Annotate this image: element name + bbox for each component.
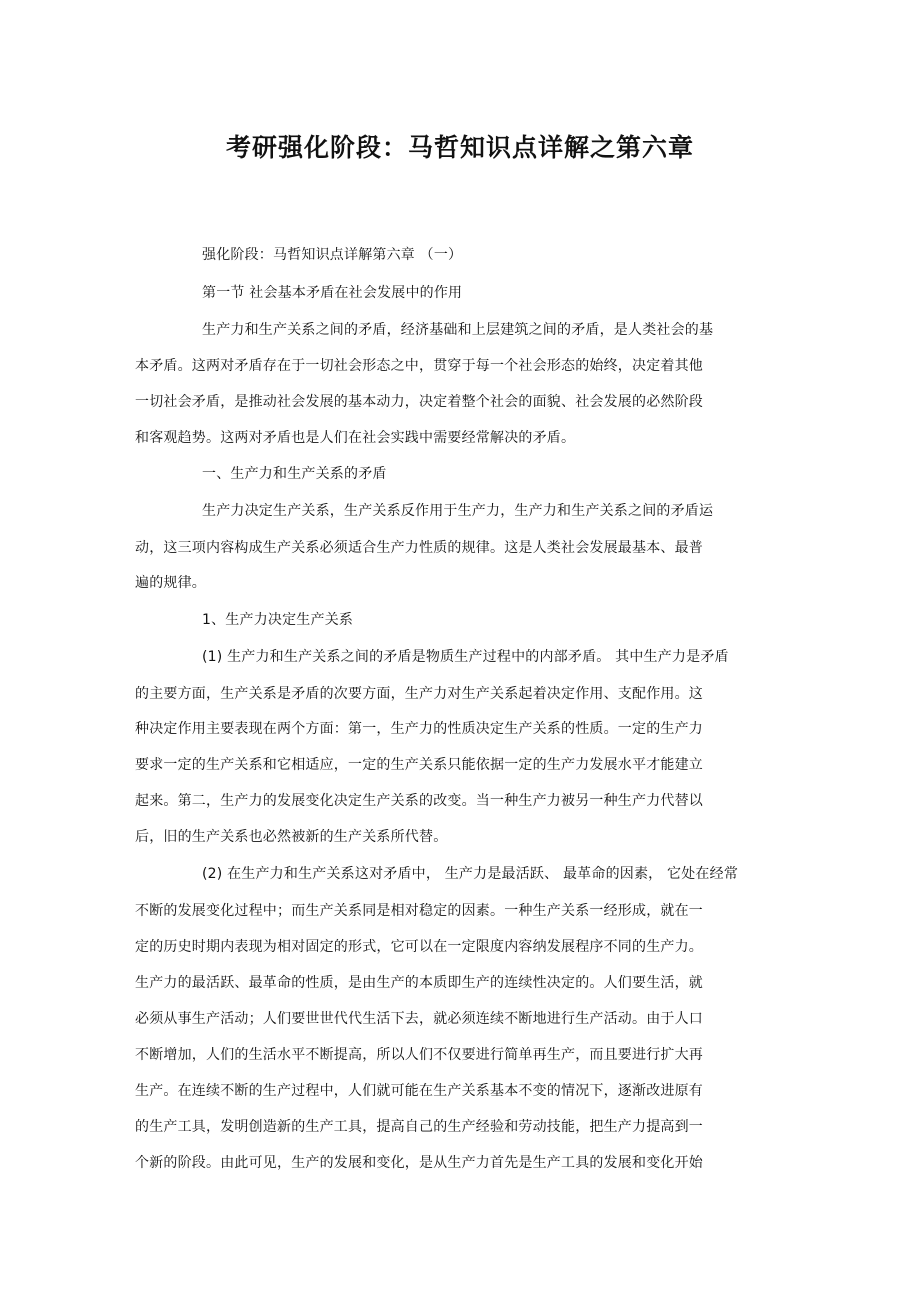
paragraph-line: 不断增加，人们的生活水平不断提高，所以人们不仅要进行简单再生产，而且要进行扩大再 — [135, 1047, 703, 1063]
paragraph-line: 的生产工具，发明创造新的生产工具，提高自己的生产经验和劳动技能，把生产力提高到一 — [135, 1119, 703, 1135]
paragraph-line: 个新的阶段。由此可见，生产的发展和变化，是从生产力首先是生产工具的发展和变化开始 — [135, 1155, 703, 1171]
subtitle-line: 强化阶段：马哲知识点详解第六章 （一） — [202, 247, 463, 263]
paragraph-line: 生产。在连续不断的生产过程中，人们就可能在生产关系基本不变的情况下，逐渐改进原有 — [135, 1083, 703, 1099]
subheading-line: 1、生产力决定生产关系 — [202, 612, 354, 628]
paragraph-line: 和客观趋势。这两对矛盾也是人们在社会实践中需要经常解决的矛盾。 — [135, 430, 576, 446]
paragraph-line: 生产力和生产关系之间的矛盾，经济基础和上层建筑之间的矛盾，是人类社会的基 — [202, 322, 714, 338]
paragraph-line: 的主要方面，生产关系是矛盾的次要方面，生产力对生产关系起着决定作用、支配作用。这 — [135, 686, 703, 702]
page-title: 考研强化阶段：马哲知识点详解之第六章 — [225, 133, 694, 162]
section-heading: 第一节 社会基本矛盾在社会发展中的作用 — [202, 285, 463, 301]
paragraph-line: (1) 生产力和生产关系之间的矛盾是物质生产过程中的内部矛盾。 其中生产力是矛盾 — [202, 649, 729, 665]
paragraph-line: 一切社会矛盾，是推动社会发展的基本动力，决定着整个社会的面貌、社会发展的必然阶段 — [135, 394, 703, 410]
subheading-line: 一、生产力和生产关系的矛盾 — [202, 466, 387, 482]
paragraph-line: 本矛盾。这两对矛盾存在于一切社会形态之中，贯穿于每一个社会形态的始终，决定着其他 — [135, 358, 703, 374]
paragraph-line: 动，这三项内容构成生产关系必须适合生产力性质的规律。这是人类社会发展最基本、最普 — [135, 540, 703, 556]
paragraph-line: 起来。第二，生产力的发展变化决定生产关系的改变。当一种生产力被另一种生产力代替以 — [135, 793, 703, 809]
paragraph-line: 生产力决定生产关系，生产关系反作用于生产力，生产力和生产关系之间的矛盾运 — [202, 503, 714, 519]
paragraph-line: 不断的发展变化过程中；而生产关系同是相对稳定的因素。一种生产关系一经形成，就在一 — [135, 903, 703, 919]
paragraph-line: 生产力的最活跃、最革命的性质，是由生产的本质即生产的连续性决定的。人们要生活，就 — [135, 975, 703, 991]
paragraph-line: 后，旧的生产关系也必然被新的生产关系所代替。 — [135, 829, 448, 845]
paragraph-line: (2) 在生产力和生产关系这对矛盾中， 生产力是最活跃、 最革命的因素， 它处在经常 — [202, 866, 739, 882]
paragraph-line: 种决定作用主要表现在两个方面：第一，生产力的性质决定生产关系的性质。一定的生产力 — [135, 721, 703, 737]
paragraph-line: 定的历史时期内表现为相对固定的形式，它可以在一定限度内容纳发展程序不同的生产力。 — [135, 939, 703, 955]
paragraph-line: 要求一定的生产关系和它相适应，一定的生产关系只能依据一定的生产力发展水平才能建立 — [135, 757, 703, 773]
paragraph-line: 遍的规律。 — [135, 575, 206, 591]
paragraph-line: 必须从事生产活动；人们要世世代代生活下去，就必须连续不断地进行生产活动。由于人口 — [135, 1011, 703, 1027]
